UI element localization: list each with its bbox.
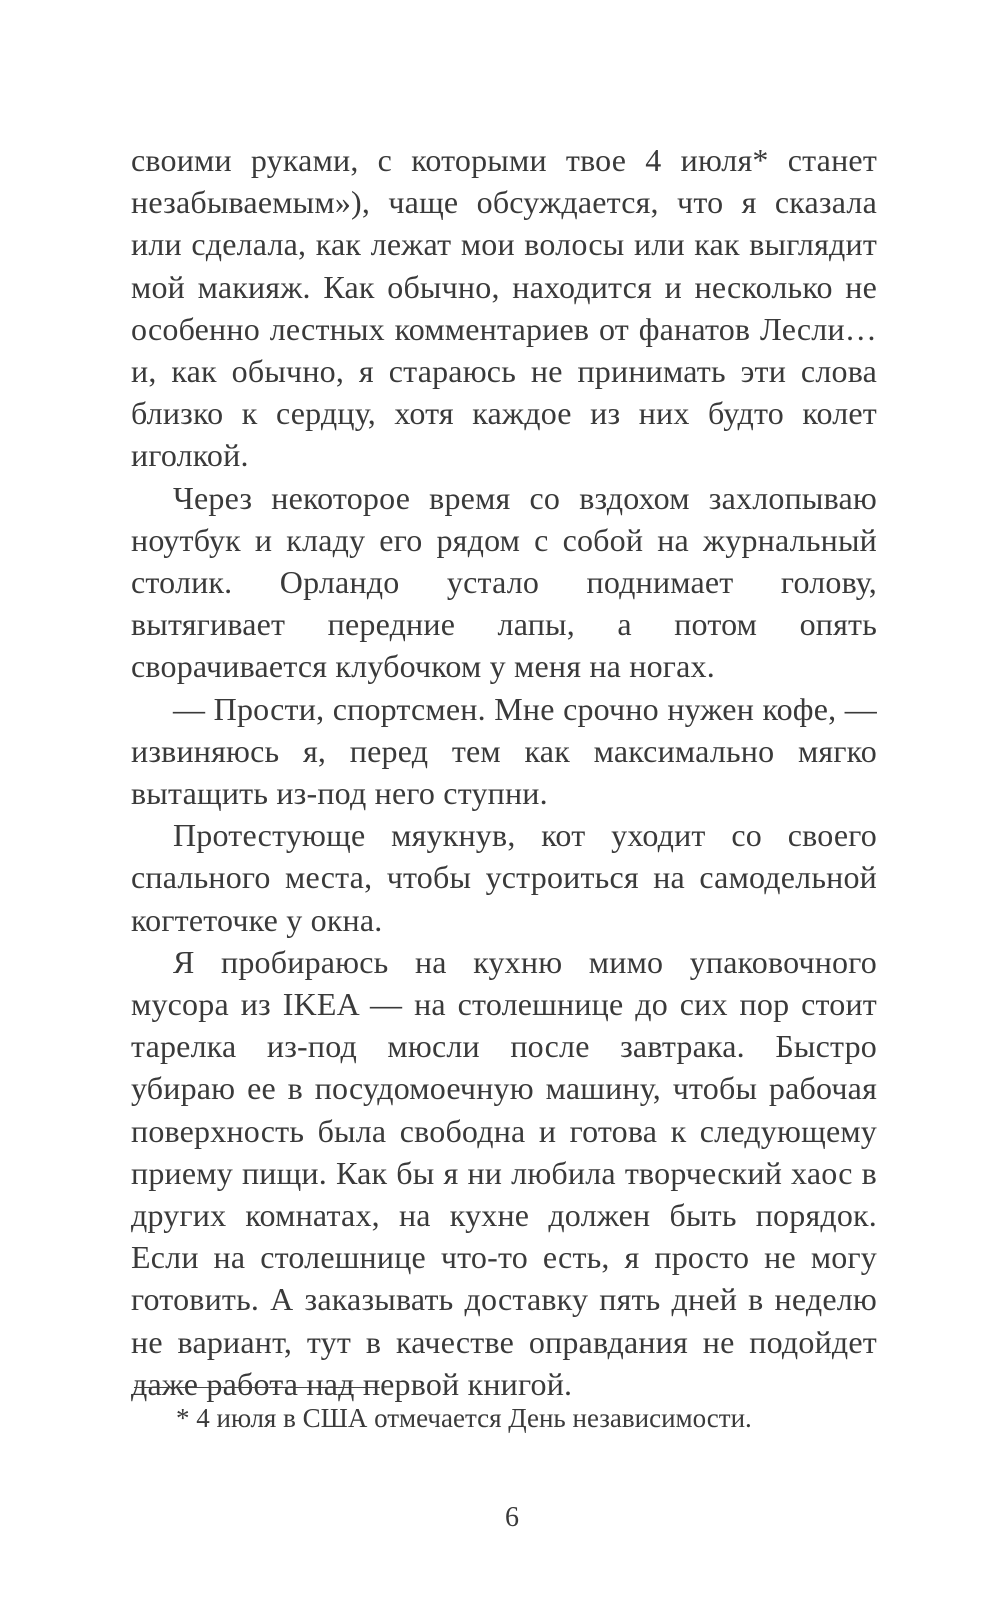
page-number: 6 (505, 1502, 519, 1533)
paragraph-5: Я пробираюсь на кухню мимо упаковочного мусора из IKEA — на столешнице до сих пор стоит тарелка из-под мюсли после завтрака. Быстро убираю ее в посудомоечную машину, чтобы рабочая поверхность была свободна и готова к следующему приему пищи. Как бы я ни любила творческий хаос в других комнатах, на кухне должен быть порядок. Если на столешнице что-то есть, я просто не могу готовить. А заказывать доставку пять дней в неделю не вариант, тут в качестве оправдания не подойдет даже работа над первой книгой. (131, 943, 877, 1402)
paragraph-4: Протестующе мяукнув, кот уходит со своего спального места, чтобы устроиться на самодельной когтеточке у окна. (131, 817, 877, 938)
body-text (131, 139, 877, 1405)
paragraph-3: — Прости, спортсмен. Мне срочно нужен кофе, — извиняюсь я, перед тем как максимально мягко вытащить из-под него ступни. (131, 690, 877, 812)
footnote: * 4 июля в США отмечается День независимости. (176, 1403, 752, 1433)
footnote-divider (134, 1387, 380, 1388)
paragraph-1: своими руками, с которыми твое 4 июля* станет незабываемым»), чаще обсуждается, что я сказала или сделала, как лежат мои волосы или как выглядит мой макияж. Как обычно, находится и несколько не особенно лестных комментариев от фанатов Лесли… и, как обычно, я стараюсь не принимать эти слова близко к сердцу, хотя каждое из них будто колет иголкой. (131, 142, 877, 474)
paragraph-2: Через некоторое время со вздохом захлопываю ноутбук и кладу его рядом с собой на журнальный столик. Орландо устало поднимает голову, вытягивает передние лапы, а потом опять сворачивается клубочком у меня на ногах. (131, 479, 877, 685)
